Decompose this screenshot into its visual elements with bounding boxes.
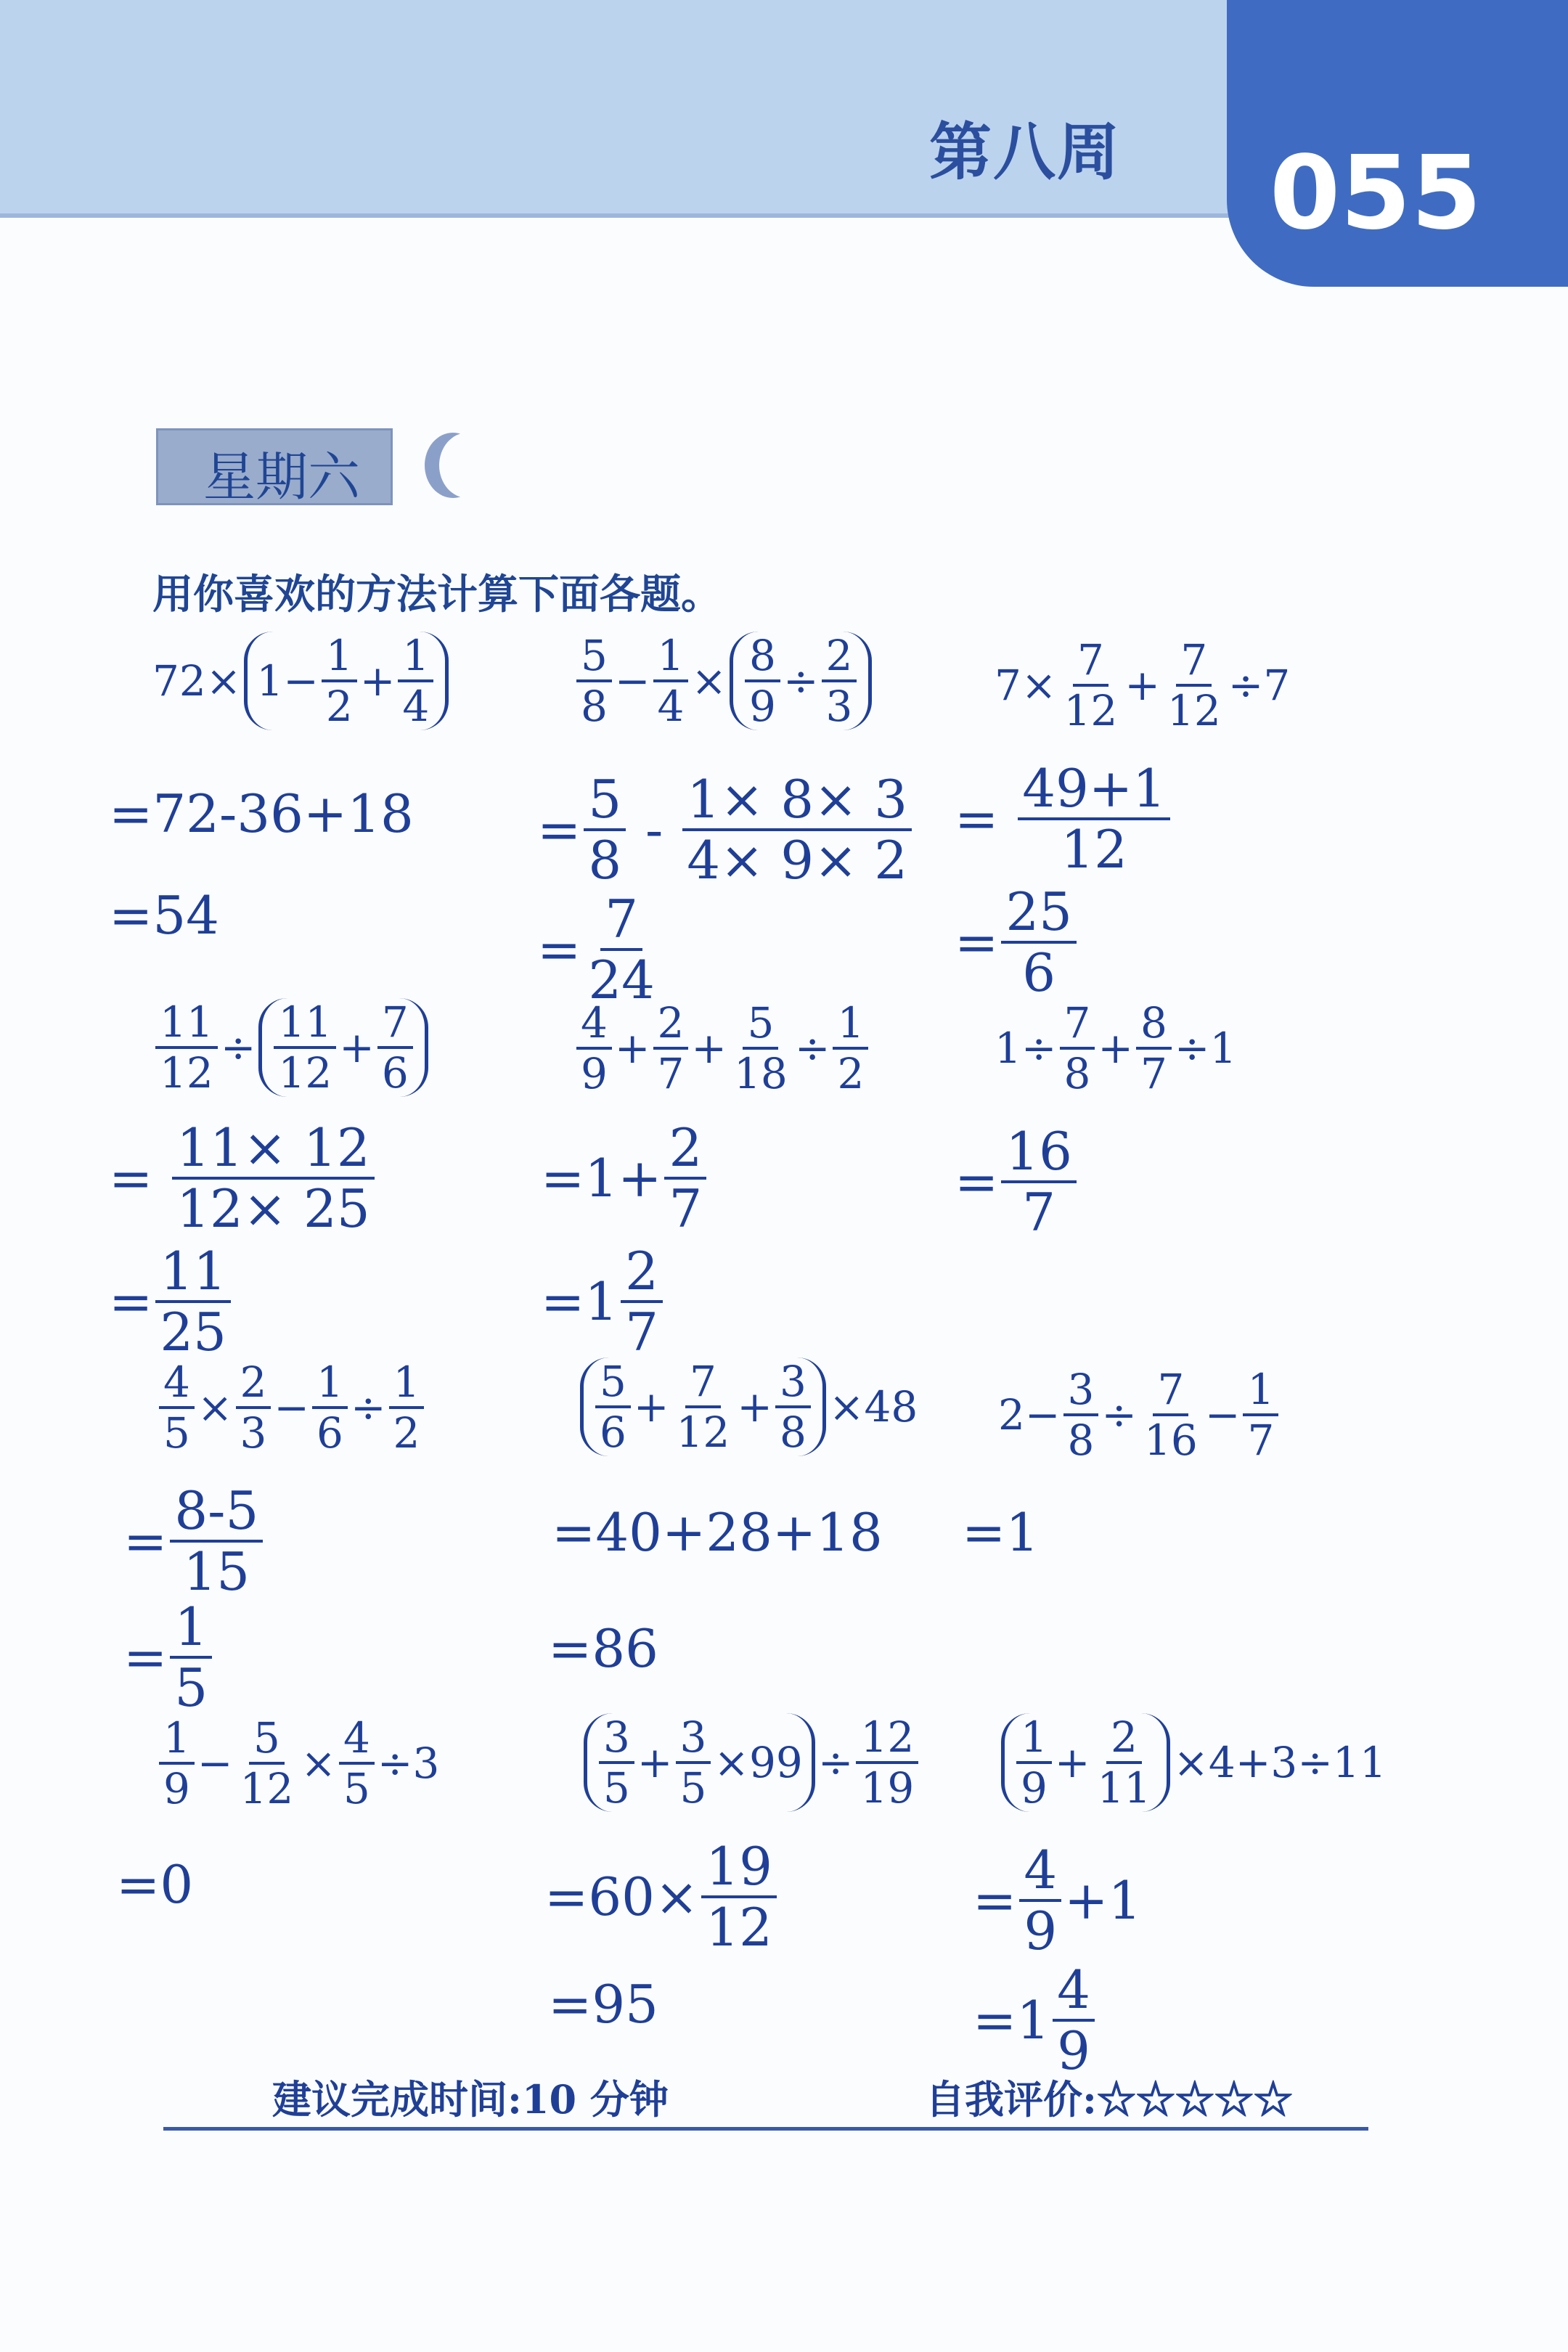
problem-4-expression: $\frac{11}{12}$ ÷ $\frac{11}{12}$ + $\frac{7}{6}$ [152, 998, 431, 1097]
suggested-time: 建议完成时间:10 分钟 [272, 2076, 669, 2123]
problem-1-expression: 72× 1− $\frac{1}{2}$ + $\frac{1}{4}$ [152, 632, 452, 730]
problem-11-step-1: =60× $\frac{19}{12}$ [544, 1840, 780, 1953]
problem-8-expression: $\frac{5}{6}$ + $\frac{7}{12}$ + $\frac{3}{8}$ ×48 [577, 1357, 918, 1456]
problem-2-expression: $\frac{5}{8}$ − $\frac{1}{4}$ × $\frac{8}{9}$ ÷ $\frac{2}{3}$ [573, 632, 875, 730]
week-title: 第八周 [929, 116, 1121, 189]
problem-8-step-1: =40+28+18 [552, 1502, 883, 1563]
day-label: 星期六 [203, 446, 361, 507]
problem-11-expression: $\frac{3}{5}$ + $\frac{3}{5}$ ×99 ÷ $\frac{12}{19}$ [581, 1713, 921, 1812]
problem-11-step-2: =95 [548, 1974, 658, 2035]
page-number: 055 [1269, 134, 1482, 253]
problem-1-step-2: =54 [109, 885, 219, 946]
problem-9-step-1: =1 [962, 1502, 1040, 1563]
problem-12-step-2: =1 $\frac{4}{9}$ [973, 1964, 1098, 2077]
moon-icon-cutout [439, 433, 496, 498]
problem-7-step-1: = $\frac{8-5}{15}$ [123, 1485, 266, 1598]
self-evaluation: 自我评价:☆☆☆☆☆ [926, 2076, 1293, 2123]
problem-7-step-2: = $\frac{1}{5}$ [123, 1601, 215, 1714]
problem-2-step-2: = $\frac{7}{24}$ [537, 889, 655, 1010]
instruction: 用你喜欢的方法计算下面各题。 [152, 571, 722, 618]
problem-12-expression: $\frac{1}{9}$ + $\frac{2}{11}$ ×4+3÷11 [998, 1713, 1387, 1812]
problem-8-step-2: =86 [548, 1618, 658, 1679]
problem-3-step-1: = $\frac{49+1}{12}$ [955, 762, 1173, 875]
problem-4-step-2: = $\frac{11}{25}$ [109, 1245, 234, 1358]
problem-7-expression: $\frac{4}{5}$ × $\frac{2}{3}$ − $\frac{1}{6}$ ÷ $\frac{1}{2}$ [156, 1361, 427, 1454]
problem-6-expression: 1÷ $\frac{7}{8}$ + $\frac{8}{7}$ ÷1 [995, 998, 1237, 1098]
problem-5-step-2: =1 $\frac{2}{7}$ [541, 1245, 666, 1358]
problem-3-step-2: = $\frac{25}{6}$ [955, 886, 1079, 999]
problem-10-step-1: =0 [116, 1854, 194, 1915]
footer-rule [163, 2127, 1368, 2131]
problem-10-expression: $\frac{1}{9}$ − $\frac{5}{12}$ × $\frac{4}{5}$ ÷3 [156, 1717, 439, 1810]
problem-9-expression: 2− $\frac{3}{8}$ ÷ $\frac{7}{16}$ − $\frac{1}{7}$ [998, 1368, 1281, 1461]
problem-5-step-1: =1+ $\frac{2}{7}$ [541, 1122, 709, 1235]
problem-12-step-1: = $\frac{4}{9}$ +1 [973, 1839, 1142, 1961]
problem-1-step-1: =72-36+18 [109, 783, 414, 844]
problem-3-expression: 7× $\frac{7}{12}$ + $\frac{7}{12}$ ÷7 [995, 635, 1291, 735]
header-band-edge [0, 213, 1249, 218]
problem-6-step-1: = $\frac{16}{7}$ [955, 1125, 1079, 1238]
problem-5-expression: $\frac{4}{9}$ + $\frac{2}{7}$ + $\frac{5}{18}$ ÷ $\frac{1}{2}$ [573, 1002, 871, 1095]
problem-4-step-1: = $\frac{11\times 12}{12\times 25}$ [109, 1122, 377, 1235]
problem-2-step-1: = $\frac{5}{8}$ - $\frac{1\times 8\times 3}{4\times 9\times 2}$ [537, 773, 915, 886]
day-label-box [156, 428, 393, 505]
